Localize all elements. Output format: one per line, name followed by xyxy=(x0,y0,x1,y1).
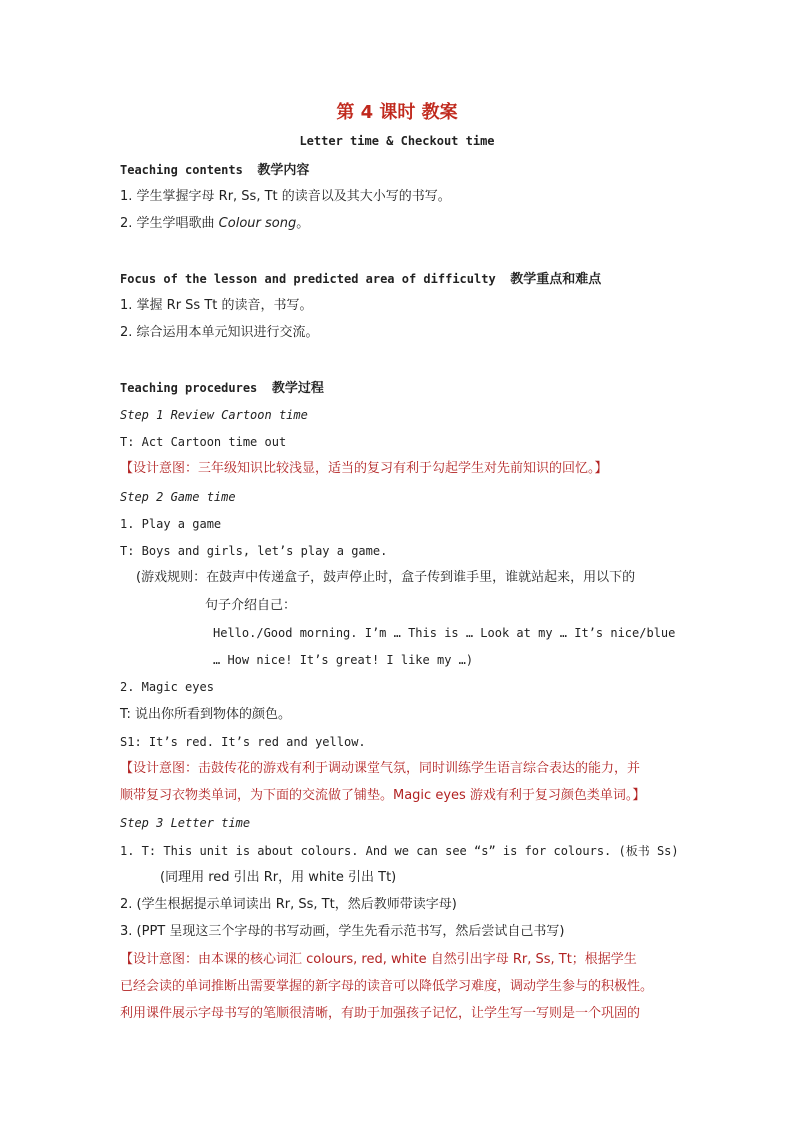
step-2-teacher-line: T: Boys and girls, let’s play a game. xyxy=(120,544,388,558)
page-subtitle: Letter time & Checkout time xyxy=(299,134,495,148)
step-1-line: T: Act Cartoon time out xyxy=(120,435,287,449)
procedures-heading-cn: 教学过程 xyxy=(271,381,324,396)
contents-item-2-suffix: 。 xyxy=(296,216,310,231)
focus-item-2: 2. 综合运用本单元知识进行交流。 xyxy=(120,325,319,340)
page-title: 第 4 课时 教案 xyxy=(336,102,458,123)
step-3-design-note-line-3: 利用课件展示字母书写的笔顺很清晰，有助于加强孩子记忆，让学生写一写则是一个巩固的 xyxy=(120,1006,641,1021)
game-rules-line-1: (游戏规则：在鼓声中传递盒子，鼓声停止时，盒子传到谁手里，谁就站起来，用以下的 xyxy=(136,570,636,585)
step-2-item-2: 2. Magic eyes xyxy=(120,680,214,694)
sentence-pattern-line-2: … How nice! It’s great! I like my …) xyxy=(213,653,474,667)
step-2-item-1: 1. Play a game xyxy=(120,517,222,531)
step-2-design-note-line-2: 顺带复习衣物类单词，为下面的交流做了铺垫。Magic eyes 游戏有利于复习颜色类单词。】 xyxy=(120,788,646,803)
step-1-design-note: 【设计意图：三年级知识比较浅显，适当的复习有利于勾起学生对先前知识的回忆。】 xyxy=(120,461,608,476)
focus-heading xyxy=(120,270,601,289)
focus-item-1: 1. 掌握 Rr Ss Tt 的读音，书写。 xyxy=(120,298,313,313)
step-3-item-3: 3. (PPT 呈现这三个字母的书写动画，学生先看示范书写，然后尝试自己书写) xyxy=(120,924,565,939)
step-3-title: Step 3 Letter time xyxy=(120,816,251,830)
contents-heading-cn: 教学内容 xyxy=(257,163,310,178)
song-title: Colour song xyxy=(218,216,297,231)
sentence-pattern-line-1: Hello./Good morning. I’m … This is … Look at my … It’s nice/blue xyxy=(213,626,676,640)
game-rules-line-2: 句子介绍自己： xyxy=(205,598,297,613)
step-2-student-line: S1: It’s red. It’s red and yellow. xyxy=(120,735,366,749)
contents-item-2 xyxy=(120,215,309,233)
step-2-title: Step 2 Game time xyxy=(120,490,236,504)
contents-item-1: 1. 学生掌握字母 Rr, Ss, Tt 的读音以及其大小写的书写。 xyxy=(120,189,451,204)
step-2-teacher-line-2: T: 说出你所看到物体的颜色。 xyxy=(120,707,292,722)
contents-heading xyxy=(120,161,309,180)
step-2-design-note-line-1: 【设计意图：击鼓传花的游戏有利于调动课堂气氛，同时训练学生语言综合表达的能力，并 xyxy=(120,761,641,776)
step-3-item-2: 2. (学生根据提示单词读出 Rr, Ss, Tt，然后教师带读字母) xyxy=(120,897,457,912)
step-1-title: Step 1 Review Cartoon time xyxy=(120,408,308,422)
step-3-design-note-line-1: 【设计意图：由本课的核心词汇 colours, red, white 自然引出字母 Rr, Ss, Tt；根据学生 xyxy=(120,952,637,967)
step-3-design-note-line-2: 已经会读的单词推断出需要掌握的新字母的读音可以降低学习难度，调动学生参与的积极性。 xyxy=(120,979,654,994)
procedures-heading xyxy=(120,379,324,398)
step-3-item-1-note: (同理用 red 引出 Rr，用 white 引出 Tt) xyxy=(160,870,397,885)
focus-heading-en: Focus of the lesson and predicted area of difficulty xyxy=(120,272,496,286)
step-3-item-1: 1. T: This unit is about colours. And we can see “s” is for colours. (板书 Ss) xyxy=(120,844,679,858)
contents-item-2-prefix: 2. 学生学唱歌曲 xyxy=(120,216,219,231)
contents-heading-en: Teaching contents xyxy=(120,163,243,177)
focus-heading-cn: 教学重点和难点 xyxy=(510,272,602,287)
procedures-heading-en: Teaching procedures xyxy=(120,381,258,395)
